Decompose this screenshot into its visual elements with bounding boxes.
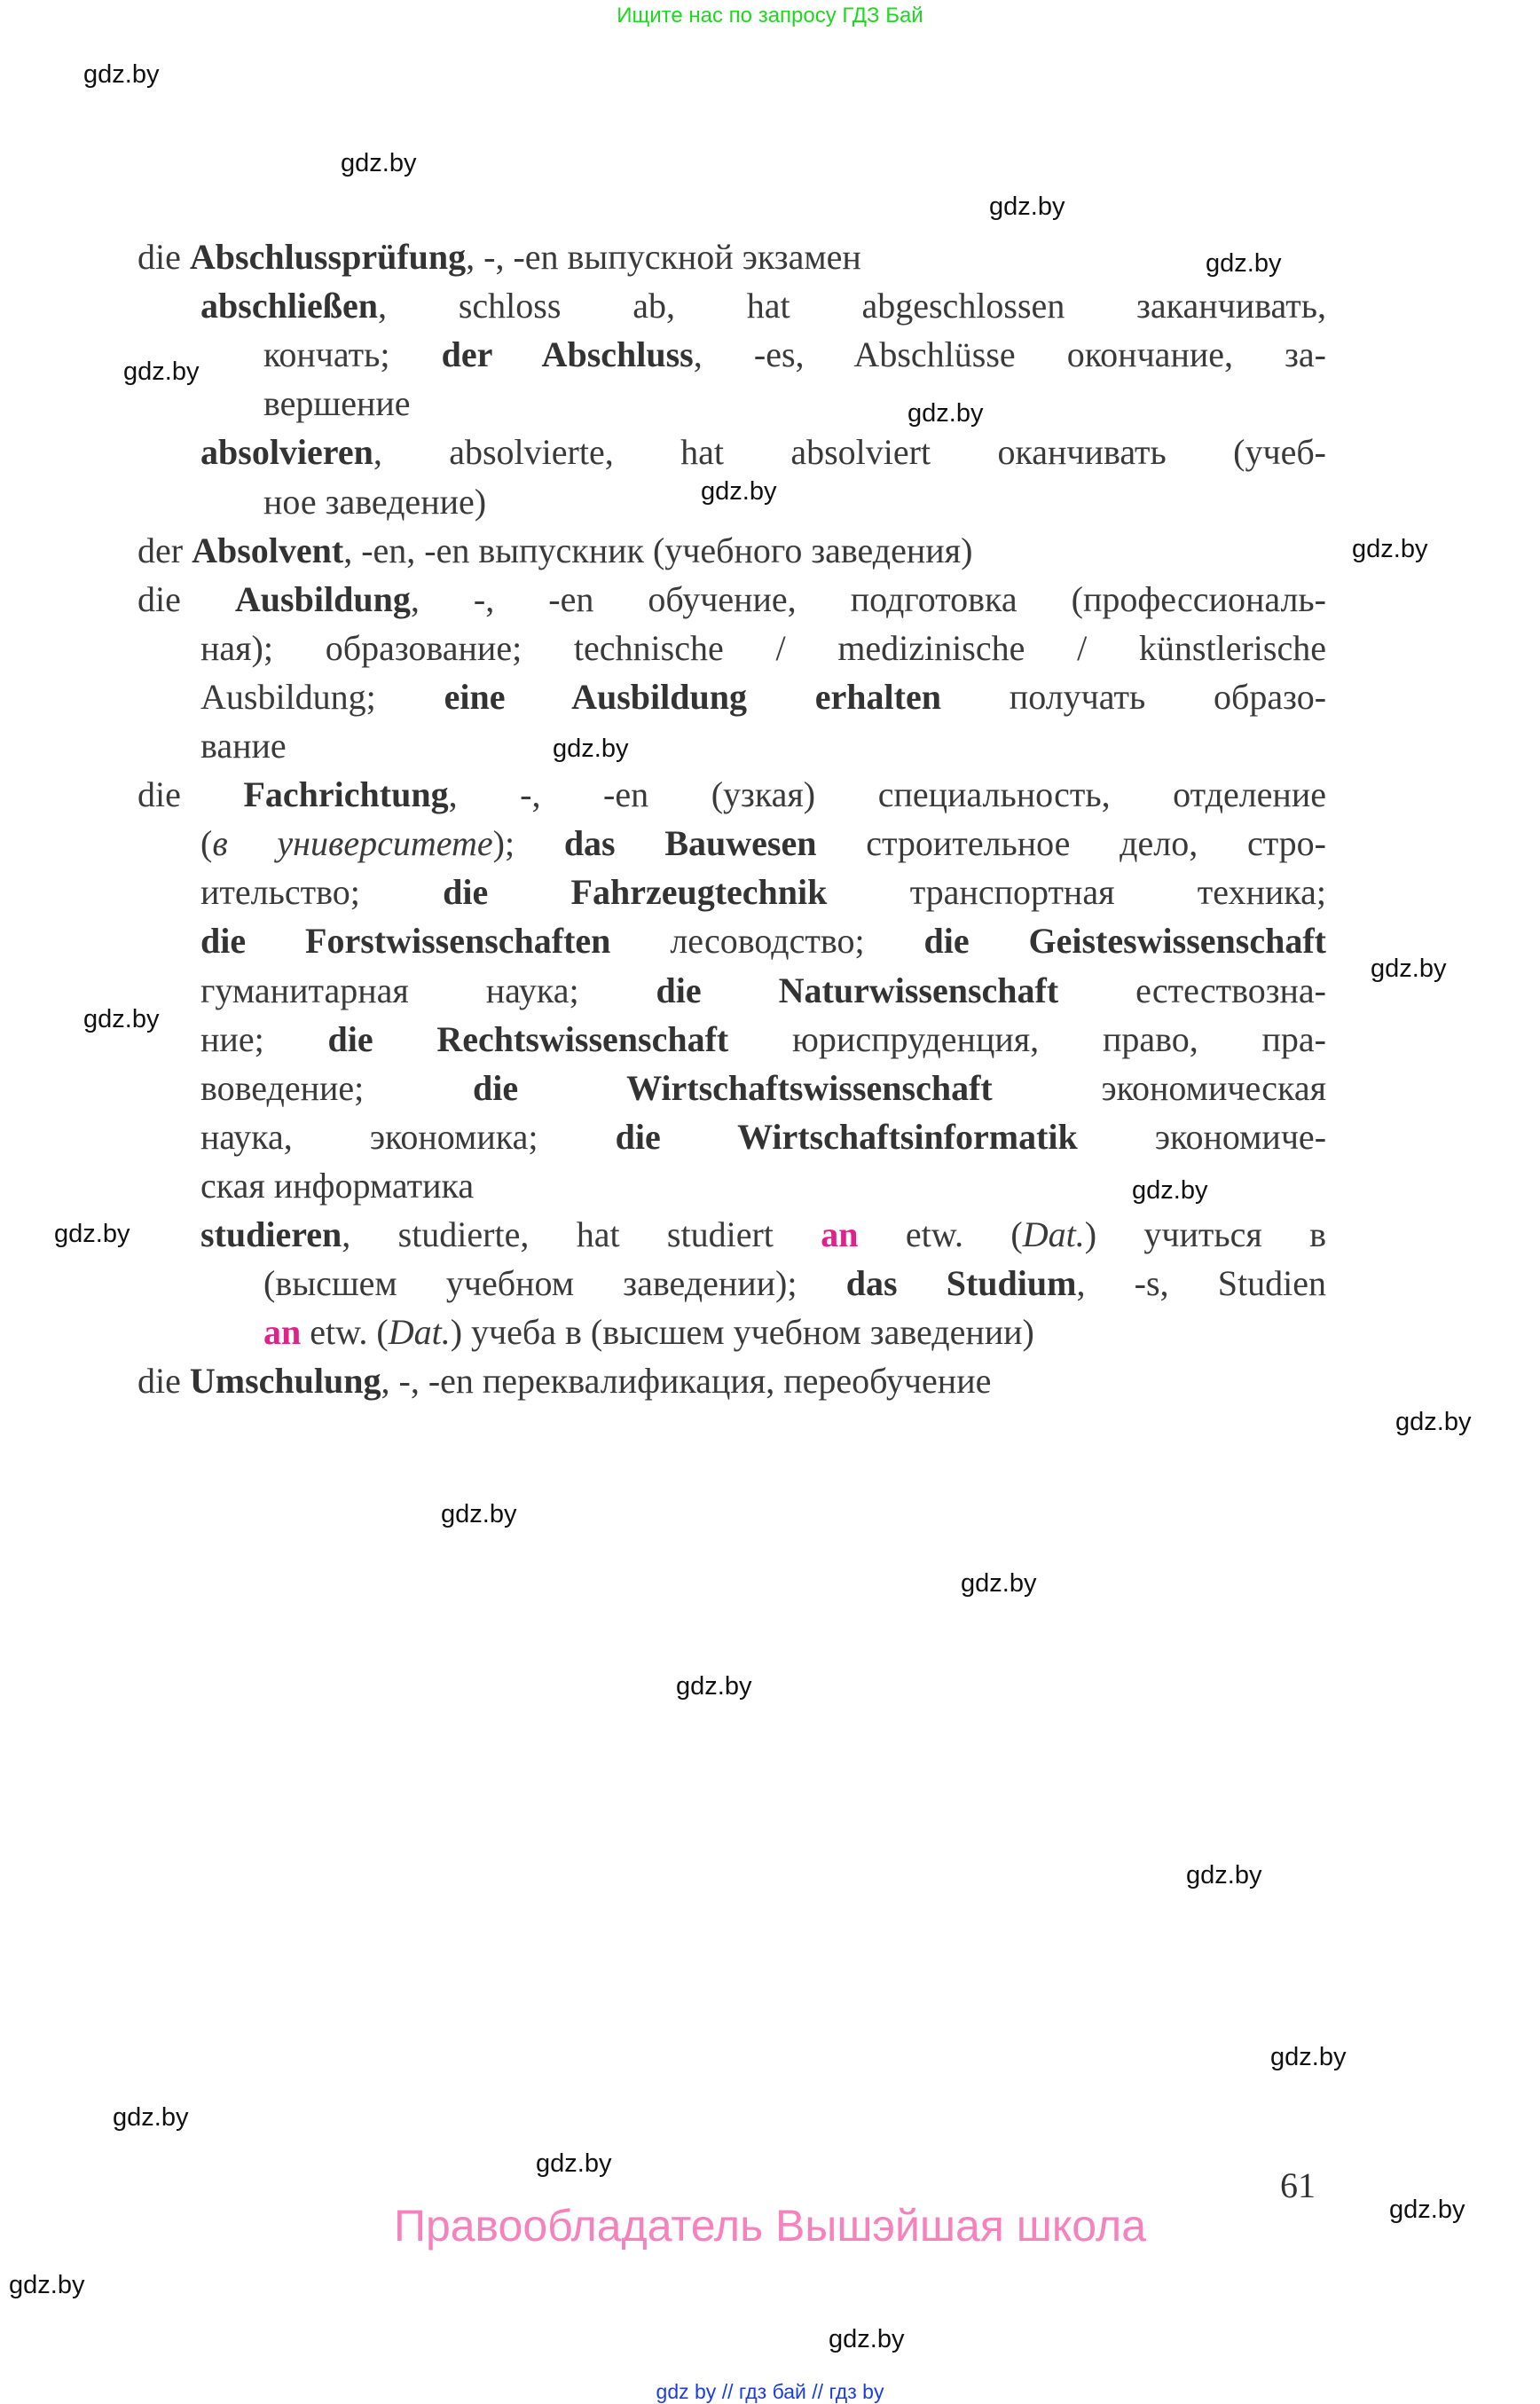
entry-text: , schloss ab, hat abgeschlossen заканчивать, (378, 286, 1326, 326)
footer-link[interactable]: gdz by (656, 2380, 717, 2403)
entry-line (200, 624, 1326, 672)
entry-line (200, 1064, 1326, 1112)
entry-line (263, 330, 1326, 379)
headword: Ausbildung (234, 578, 411, 619)
preposition-highlight: an (263, 1312, 302, 1353)
headword: die Wirtschaftsinformatik (615, 1116, 1078, 1157)
entry-line (200, 916, 1326, 965)
entry-text: , -, -en выпускной экзамен (466, 237, 861, 277)
watermark: gdz.by (829, 2325, 905, 2353)
footer-separator: // (721, 2380, 734, 2403)
entry-text: die (138, 237, 190, 277)
watermark: gdz.by (83, 1005, 160, 1033)
footer-separator: // (812, 2380, 824, 2403)
entry-text: , -, -en обучение, подготовка (профессиональ- (410, 578, 1326, 619)
entry-line (200, 966, 1326, 1015)
watermark: gdz.by (1270, 2043, 1347, 2071)
entry-text: ская информатика (200, 1165, 475, 1206)
entry-text: , -s, Studien (1076, 1263, 1326, 1304)
entry-text: Ausbildung; (200, 676, 444, 717)
copyright-notice: Правообладатель Вышэйшая школа (394, 2201, 1146, 2251)
watermark: gdz.by (83, 60, 160, 89)
headword: Fachrichtung (243, 774, 449, 815)
entry-line (200, 1015, 1326, 1064)
headword: die Fahrzeugtechnik (443, 872, 828, 913)
entry-text: ); (492, 823, 564, 864)
footer-links (0, 2380, 1540, 2404)
watermark: gdz.by (1395, 1408, 1472, 1436)
headword: der Abschluss (441, 334, 694, 375)
watermark: gdz.by (441, 1500, 517, 1528)
entry-text: etw. ( (301, 1312, 389, 1353)
headword: absolvieren (200, 432, 373, 473)
entry-line (138, 526, 1326, 575)
watermark: gdz.by (536, 2149, 612, 2178)
watermark: gdz.by (1371, 955, 1447, 983)
entry-text: экономическая (992, 1067, 1326, 1108)
headword: abschließen (200, 286, 379, 326)
watermark: gdz.by (676, 1672, 752, 1701)
entry-text: der (138, 530, 192, 570)
headword: studieren (200, 1214, 342, 1254)
watermark: gdz.by (341, 149, 417, 177)
watermark: gdz.by (989, 192, 1065, 221)
entry-line (138, 575, 1326, 624)
entry-line (138, 232, 1326, 281)
entry-text: , -, -en переквалификация, переобучение (381, 1361, 992, 1402)
entry-text: die (138, 578, 235, 619)
entry-text: вание (200, 726, 287, 766)
headword: die Naturwissenschaft (656, 970, 1059, 1010)
entry-text: ) учеба в (высшем учебном заведении) (450, 1312, 1034, 1353)
entry-text: , studierte, hat studiert (342, 1214, 821, 1254)
entry-line (263, 1308, 1326, 1356)
entry-line (200, 1210, 1326, 1259)
headword: die Wirtschaftswissenschaft (473, 1067, 993, 1108)
entry-text: ( (200, 823, 213, 864)
entry-line (138, 1356, 1326, 1405)
footer-link[interactable]: гдз by (829, 2380, 884, 2403)
headword: eine Ausbildung erhalten (444, 676, 941, 717)
entry-text: юриспруденция, право, пра- (728, 1018, 1326, 1059)
entry-line (263, 1259, 1326, 1308)
entry-line (263, 477, 1326, 526)
entry-text: экономиче- (1077, 1116, 1326, 1157)
headword: die Rechtswissenschaft (327, 1018, 729, 1059)
headword: die Forstwissenschaften (200, 921, 611, 962)
entry-line (263, 379, 1326, 428)
watermark: gdz.by (1132, 1176, 1208, 1205)
entry-line (200, 281, 1326, 330)
watermark: gdz.by (1352, 535, 1428, 563)
entry-text: кончать; (263, 334, 442, 375)
watermark: gdz.by (54, 1220, 130, 1248)
entry-text: ) учиться в (1084, 1214, 1326, 1254)
entry-text: естествозна- (1058, 970, 1326, 1010)
entry-text: die (138, 1361, 190, 1402)
watermark: gdz.by (113, 2103, 189, 2132)
entry-text: получать образо- (941, 676, 1326, 717)
search-hint: Ищите нас по запросу ГДЗ Бай (617, 4, 923, 27)
entry-line (200, 1112, 1326, 1161)
entry-line (200, 819, 1326, 868)
watermark: gdz.by (1389, 2196, 1465, 2224)
entry-line (200, 672, 1326, 721)
watermark: gdz.by (9, 2271, 85, 2299)
entry-text: наука, экономика; (200, 1116, 616, 1157)
headword: Umschulung (189, 1361, 381, 1402)
entry-text: ние; (200, 1018, 328, 1059)
page-number: 61 (1280, 2165, 1316, 2205)
italic-note: в университете (212, 823, 493, 864)
entry-text: , -es, Abschlüsse окончание, за- (693, 334, 1326, 375)
entry-text: ное заведение) (263, 481, 487, 522)
entry-line (200, 721, 1326, 770)
entry-text: , absolvierte, hat absolviert оканчивать (учеб- (373, 432, 1326, 473)
entry-text: etw. ( (858, 1214, 1023, 1254)
entry-text: die (138, 774, 244, 815)
footer-link[interactable]: гдз бай (738, 2380, 806, 2403)
entry-text: ная); образование; technische / medizinische / künstlerische (200, 627, 1326, 668)
watermark: gdz.by (908, 399, 984, 428)
entry-line (200, 428, 1326, 476)
headword: Abschlussprüfung (189, 237, 467, 277)
entry-line (138, 770, 1326, 819)
italic-note: Dat. (388, 1312, 451, 1353)
entry-text: вершение (263, 383, 411, 424)
entry-text: (высшем учебном заведении); (263, 1263, 846, 1304)
entry-text: строительное дело, стро- (816, 823, 1326, 864)
watermark: gdz.by (553, 735, 629, 763)
watermark: gdz.by (1206, 249, 1282, 278)
headword: das Studium (845, 1263, 1077, 1304)
italic-note: Dat. (1022, 1214, 1085, 1254)
headword: Absolvent (192, 530, 344, 570)
entry-text: транспортная техника; (827, 872, 1326, 913)
entry-line (200, 868, 1326, 916)
headword: die Geisteswissenschaft (923, 921, 1326, 962)
entry-text: ительство; (200, 872, 444, 913)
entry-text: гуманитарная наука; (200, 970, 656, 1010)
entry-text: , -, -en (узкая) специальность, отделение (448, 774, 1326, 815)
entry-text: , -en, -en выпускник (учебного заведения) (343, 530, 973, 570)
watermark: gdz.by (123, 357, 200, 386)
preposition-highlight: an (821, 1214, 859, 1254)
watermark: gdz.by (701, 477, 777, 506)
watermark: gdz.by (1186, 1861, 1262, 1889)
watermark: gdz.by (961, 1569, 1037, 1598)
entry-text: воведение; (200, 1067, 474, 1108)
entry-text: лесоводство; (610, 921, 924, 962)
headword: das Bauwesen (563, 823, 817, 864)
